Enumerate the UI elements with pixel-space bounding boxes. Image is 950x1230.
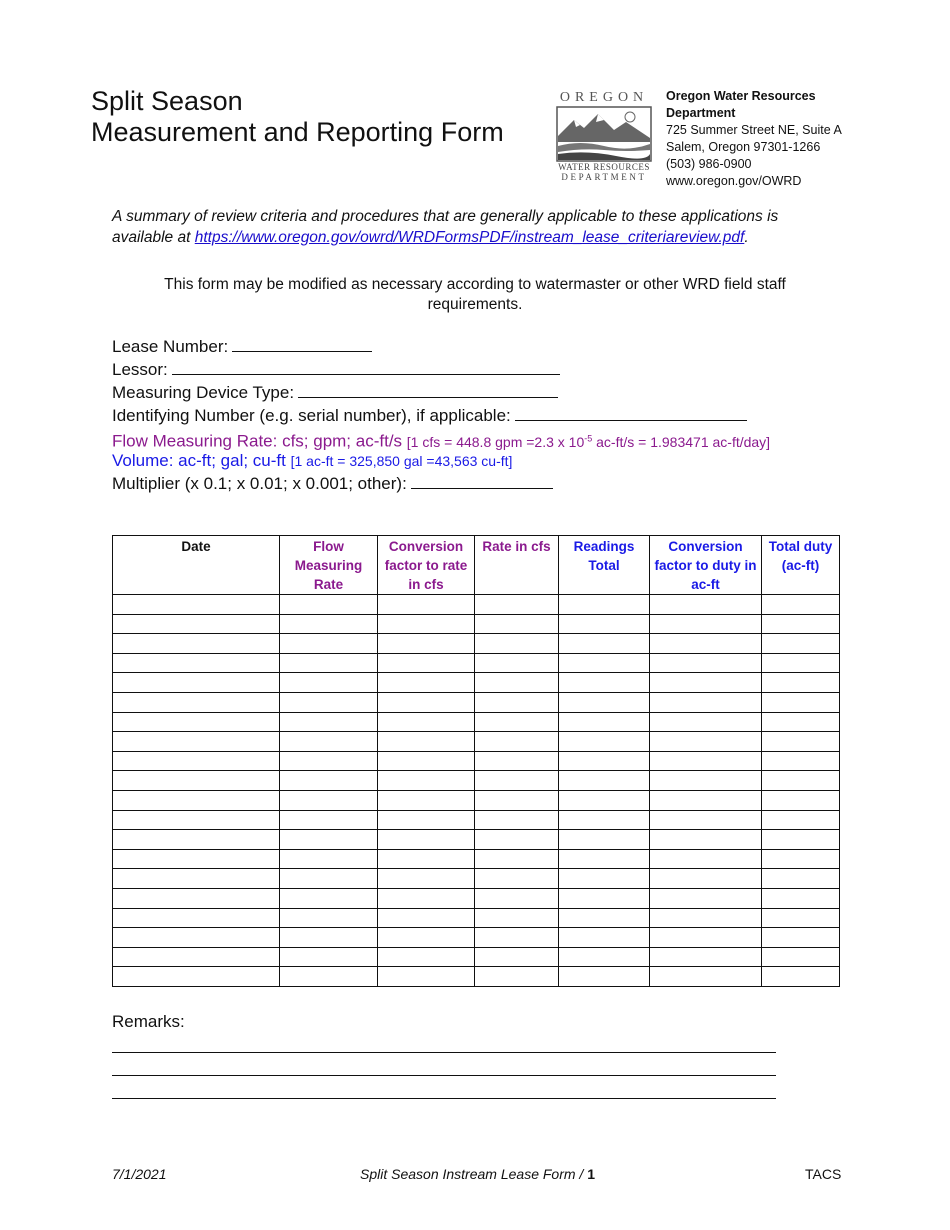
table-cell[interactable] xyxy=(475,771,559,791)
table-cell[interactable] xyxy=(650,810,762,830)
table-cell[interactable] xyxy=(762,771,840,791)
table-cell[interactable] xyxy=(762,947,840,967)
table-cell[interactable] xyxy=(280,712,378,732)
table-cell[interactable] xyxy=(113,908,280,928)
table-cell[interactable] xyxy=(559,908,650,928)
table-cell[interactable] xyxy=(280,673,378,693)
table-cell[interactable] xyxy=(475,888,559,908)
table-row xyxy=(113,849,840,869)
mountain-landscape-icon xyxy=(556,106,652,162)
table-cell[interactable] xyxy=(559,790,650,810)
table-cell[interactable] xyxy=(113,830,280,850)
table-cell[interactable] xyxy=(475,673,559,693)
table-cell[interactable] xyxy=(475,692,559,712)
lessor-field[interactable] xyxy=(112,358,560,381)
table-cell[interactable] xyxy=(559,869,650,889)
table-cell[interactable] xyxy=(378,908,475,928)
lease-number-field[interactable] xyxy=(112,335,372,358)
table-cell[interactable] xyxy=(280,790,378,810)
table-cell[interactable] xyxy=(113,810,280,830)
table-cell[interactable] xyxy=(650,732,762,752)
table-cell[interactable] xyxy=(475,947,559,967)
table-cell[interactable] xyxy=(650,673,762,693)
agency-address-2: Salem, Oregon 97301-1266 xyxy=(666,140,821,154)
identifying-number-label: Identifying Number (e.g. serial number), if applicable: xyxy=(112,406,511,425)
table-row xyxy=(113,888,840,908)
table-cell[interactable] xyxy=(113,771,280,791)
agency-phone: (503) 986-0900 xyxy=(666,157,752,171)
table-cell[interactable] xyxy=(280,928,378,948)
table-row xyxy=(113,673,840,693)
table-cell[interactable] xyxy=(762,712,840,732)
table-row xyxy=(113,947,840,967)
table-cell[interactable] xyxy=(378,673,475,693)
device-type-blank[interactable] xyxy=(298,381,558,398)
table-cell[interactable] xyxy=(280,595,378,615)
table-cell[interactable] xyxy=(378,751,475,771)
table-row xyxy=(113,771,840,791)
table-cell[interactable] xyxy=(559,771,650,791)
table-cell[interactable] xyxy=(559,849,650,869)
table-cell[interactable] xyxy=(762,790,840,810)
table-cell[interactable] xyxy=(650,947,762,967)
lease-number-label: Lease Number: xyxy=(112,337,229,356)
table-cell[interactable] xyxy=(475,712,559,732)
oregon-wrd-logo xyxy=(556,91,652,183)
table-cell[interactable] xyxy=(650,869,762,889)
remarks-line-1[interactable] xyxy=(112,1052,776,1053)
table-cell[interactable] xyxy=(280,653,378,673)
table-cell[interactable] xyxy=(113,967,280,987)
table-cell[interactable] xyxy=(280,771,378,791)
table-cell[interactable] xyxy=(475,595,559,615)
table-cell[interactable] xyxy=(559,692,650,712)
table-cell[interactable] xyxy=(475,732,559,752)
table-row xyxy=(113,790,840,810)
remarks-line-3[interactable] xyxy=(112,1098,776,1099)
table-cell[interactable] xyxy=(378,634,475,654)
flow-rate-exponent: -5 xyxy=(584,433,593,443)
volume-label: Volume: ac-ft; gal; cu-ft xyxy=(112,451,286,470)
table-cell[interactable] xyxy=(113,653,280,673)
footer-form-name xyxy=(360,1166,595,1182)
table-cell[interactable] xyxy=(378,653,475,673)
table-cell[interactable] xyxy=(475,967,559,987)
table-cell[interactable] xyxy=(113,712,280,732)
readings-table xyxy=(112,535,840,987)
table-cell[interactable] xyxy=(378,849,475,869)
page-title xyxy=(91,86,504,148)
table-cell[interactable] xyxy=(559,830,650,850)
table-row xyxy=(113,595,840,615)
table-cell[interactable] xyxy=(650,771,762,791)
table-cell[interactable] xyxy=(280,908,378,928)
table-cell[interactable] xyxy=(475,634,559,654)
logo-word: OREGON xyxy=(559,90,649,105)
flow-rate-label: Flow Measuring Rate: cfs; gpm; ac-ft/s xyxy=(112,431,403,451)
table-cell[interactable] xyxy=(559,947,650,967)
title-line-2: Measurement and Reporting Form xyxy=(91,117,504,147)
table-cell[interactable] xyxy=(762,692,840,712)
criteria-review-link[interactable]: https://www.oregon.gov/owrd/WRDFormsPDF/instream_lease_criteriareview.pdf xyxy=(194,229,745,246)
table-cell[interactable] xyxy=(762,967,840,987)
summary-paragraph xyxy=(112,206,832,248)
table-cell[interactable] xyxy=(762,830,840,850)
table-cell[interactable] xyxy=(113,692,280,712)
table-cell[interactable] xyxy=(650,614,762,634)
table-cell[interactable] xyxy=(113,947,280,967)
table-cell[interactable] xyxy=(650,790,762,810)
volume-conversion: [1 ac-ft = 325,850 gal =43,563 cu-ft] xyxy=(290,453,513,469)
table-cell[interactable] xyxy=(559,967,650,987)
column-header-rate-in-cfs: Rate in cfs xyxy=(475,536,559,595)
table-row xyxy=(113,653,840,673)
table-cell[interactable] xyxy=(378,928,475,948)
table-header-row xyxy=(113,536,840,595)
table-row xyxy=(113,928,840,948)
table-cell[interactable] xyxy=(113,888,280,908)
table-cell[interactable] xyxy=(113,928,280,948)
agency-name-line-1: Oregon Water Resources xyxy=(666,89,816,103)
table-cell[interactable] xyxy=(559,810,650,830)
table-cell[interactable] xyxy=(378,732,475,752)
table-cell[interactable] xyxy=(280,732,378,752)
table-cell[interactable] xyxy=(378,614,475,634)
footer-date: 7/1/2021 xyxy=(112,1166,167,1182)
table-cell[interactable] xyxy=(378,869,475,889)
table-cell[interactable] xyxy=(762,908,840,928)
table-cell[interactable] xyxy=(559,614,650,634)
table-cell[interactable] xyxy=(113,751,280,771)
table-cell[interactable] xyxy=(280,967,378,987)
table-cell[interactable] xyxy=(378,947,475,967)
lessor-label: Lessor: xyxy=(112,360,168,379)
table-cell[interactable] xyxy=(650,712,762,732)
agency-contact xyxy=(666,88,842,190)
multiplier-label: Multiplier (x 0.1; x 0.01; x 0.001; other): xyxy=(112,474,407,493)
table-row xyxy=(113,614,840,634)
table-row xyxy=(113,712,840,732)
table-cell[interactable] xyxy=(378,771,475,791)
table-cell[interactable] xyxy=(280,869,378,889)
column-header-conversion-to-duty: Conversion factor to duty in ac-ft xyxy=(650,536,762,595)
table-cell[interactable] xyxy=(280,810,378,830)
remarks-line-2[interactable] xyxy=(112,1075,776,1076)
table-cell[interactable] xyxy=(650,967,762,987)
table-cell[interactable] xyxy=(762,673,840,693)
table-cell[interactable] xyxy=(475,830,559,850)
summary-text-end: . xyxy=(744,229,749,246)
table-cell[interactable] xyxy=(280,614,378,634)
table-cell[interactable] xyxy=(475,908,559,928)
agency-address-1: 725 Summer Street NE, Suite A xyxy=(666,123,842,137)
table-cell[interactable] xyxy=(762,732,840,752)
table-cell[interactable] xyxy=(559,673,650,693)
column-header-flow-measuring-rate: Flow Measuring Rate xyxy=(280,536,378,595)
table-cell[interactable] xyxy=(762,595,840,615)
table-cell[interactable] xyxy=(378,595,475,615)
flow-rate-conversion-b: ac-ft/s = 1.983471 ac-ft/day] xyxy=(592,433,771,450)
flow-rate-conversion xyxy=(407,434,770,450)
column-header-total-duty: Total duty (ac-ft) xyxy=(762,536,840,595)
table-cell[interactable] xyxy=(650,634,762,654)
device-type-label: Measuring Device Type: xyxy=(112,383,295,402)
table-cell[interactable] xyxy=(475,790,559,810)
agency-website: www.oregon.gov/OWRD xyxy=(666,174,802,188)
table-cell[interactable] xyxy=(475,653,559,673)
table-cell[interactable] xyxy=(280,888,378,908)
table-cell[interactable] xyxy=(650,751,762,771)
table-cell[interactable] xyxy=(559,732,650,752)
table-cell[interactable] xyxy=(650,595,762,615)
table-cell[interactable] xyxy=(762,869,840,889)
table-cell[interactable] xyxy=(559,888,650,908)
table-cell[interactable] xyxy=(475,810,559,830)
table-cell[interactable] xyxy=(559,634,650,654)
table-cell[interactable] xyxy=(280,692,378,712)
table-cell[interactable] xyxy=(650,849,762,869)
table-cell[interactable] xyxy=(650,888,762,908)
table-cell[interactable] xyxy=(650,908,762,928)
flow-rate-line xyxy=(112,427,770,453)
table-cell[interactable] xyxy=(475,869,559,889)
column-header-date: Date xyxy=(113,536,280,595)
table-cell[interactable] xyxy=(378,830,475,850)
table-cell[interactable] xyxy=(113,790,280,810)
summary-text: A summary of review criteria and procedures that are generally applicable to these applications is available at xyxy=(112,208,779,246)
table-cell[interactable] xyxy=(559,595,650,615)
lease-number-blank[interactable] xyxy=(232,335,372,352)
logo-line-1: WATER RESOURCES xyxy=(558,162,650,172)
table-cell[interactable] xyxy=(650,653,762,673)
table-cell[interactable] xyxy=(762,751,840,771)
table-cell[interactable] xyxy=(113,614,280,634)
volume-line xyxy=(112,450,512,472)
table-cell[interactable] xyxy=(378,967,475,987)
table-row xyxy=(113,967,840,987)
table-cell[interactable] xyxy=(762,849,840,869)
table-cell[interactable] xyxy=(762,810,840,830)
table-cell[interactable] xyxy=(113,634,280,654)
table-cell[interactable] xyxy=(280,751,378,771)
table-cell[interactable] xyxy=(762,888,840,908)
footer-page-number: 1 xyxy=(587,1166,596,1182)
table-cell[interactable] xyxy=(378,692,475,712)
table-row xyxy=(113,908,840,928)
readings-table-body xyxy=(113,595,840,987)
table-cell[interactable] xyxy=(475,849,559,869)
logo-line-2: DEPARTMENT xyxy=(561,172,647,182)
table-cell[interactable] xyxy=(650,692,762,712)
footer-form-title: Split Season Instream Lease Form / xyxy=(360,1166,588,1182)
table-row xyxy=(113,692,840,712)
multiplier-blank[interactable] xyxy=(411,472,553,489)
table-cell[interactable] xyxy=(378,810,475,830)
agency-name-line-2: Department xyxy=(666,106,736,120)
table-row xyxy=(113,830,840,850)
column-header-readings-total: Readings Total xyxy=(559,536,650,595)
table-cell[interactable] xyxy=(762,928,840,948)
table-cell[interactable] xyxy=(280,947,378,967)
table-cell[interactable] xyxy=(113,673,280,693)
table-cell[interactable] xyxy=(280,830,378,850)
table-cell[interactable] xyxy=(762,634,840,654)
multiplier-field[interactable] xyxy=(112,472,553,495)
modification-notice: This form may be modified as necessary according to watermaster or other WRD field staff requirements. xyxy=(164,276,786,313)
table-cell[interactable] xyxy=(475,751,559,771)
table-cell[interactable] xyxy=(559,928,650,948)
table-row xyxy=(113,810,840,830)
identifying-number-field[interactable] xyxy=(112,404,747,427)
table-cell[interactable] xyxy=(378,712,475,732)
table-cell[interactable] xyxy=(475,614,559,634)
table-cell[interactable] xyxy=(559,751,650,771)
table-cell[interactable] xyxy=(113,732,280,752)
table-cell[interactable] xyxy=(559,653,650,673)
remarks-label: Remarks: xyxy=(112,1012,185,1031)
table-row xyxy=(113,732,840,752)
table-cell[interactable] xyxy=(475,928,559,948)
table-cell[interactable] xyxy=(280,849,378,869)
table-cell[interactable] xyxy=(113,869,280,889)
identifying-number-blank[interactable] xyxy=(515,404,747,421)
table-row xyxy=(113,869,840,889)
table-cell[interactable] xyxy=(113,849,280,869)
footer-code: TACS xyxy=(805,1166,842,1182)
table-cell[interactable] xyxy=(559,712,650,732)
table-cell[interactable] xyxy=(378,790,475,810)
table-cell[interactable] xyxy=(113,595,280,615)
table-cell[interactable] xyxy=(280,634,378,654)
table-cell[interactable] xyxy=(378,888,475,908)
table-row xyxy=(113,751,840,771)
table-cell[interactable] xyxy=(762,614,840,634)
table-row xyxy=(113,634,840,654)
flow-rate-conversion-a: [1 cfs = 448.8 gpm =2.3 x 10 xyxy=(406,433,585,450)
table-cell[interactable] xyxy=(650,830,762,850)
device-type-field[interactable] xyxy=(112,381,558,404)
table-cell[interactable] xyxy=(650,928,762,948)
column-header-conversion-to-cfs: Conversion factor to rate in cfs xyxy=(378,536,475,595)
table-cell[interactable] xyxy=(762,653,840,673)
title-line-1: Split Season xyxy=(91,86,243,116)
lessor-blank[interactable] xyxy=(172,358,560,375)
